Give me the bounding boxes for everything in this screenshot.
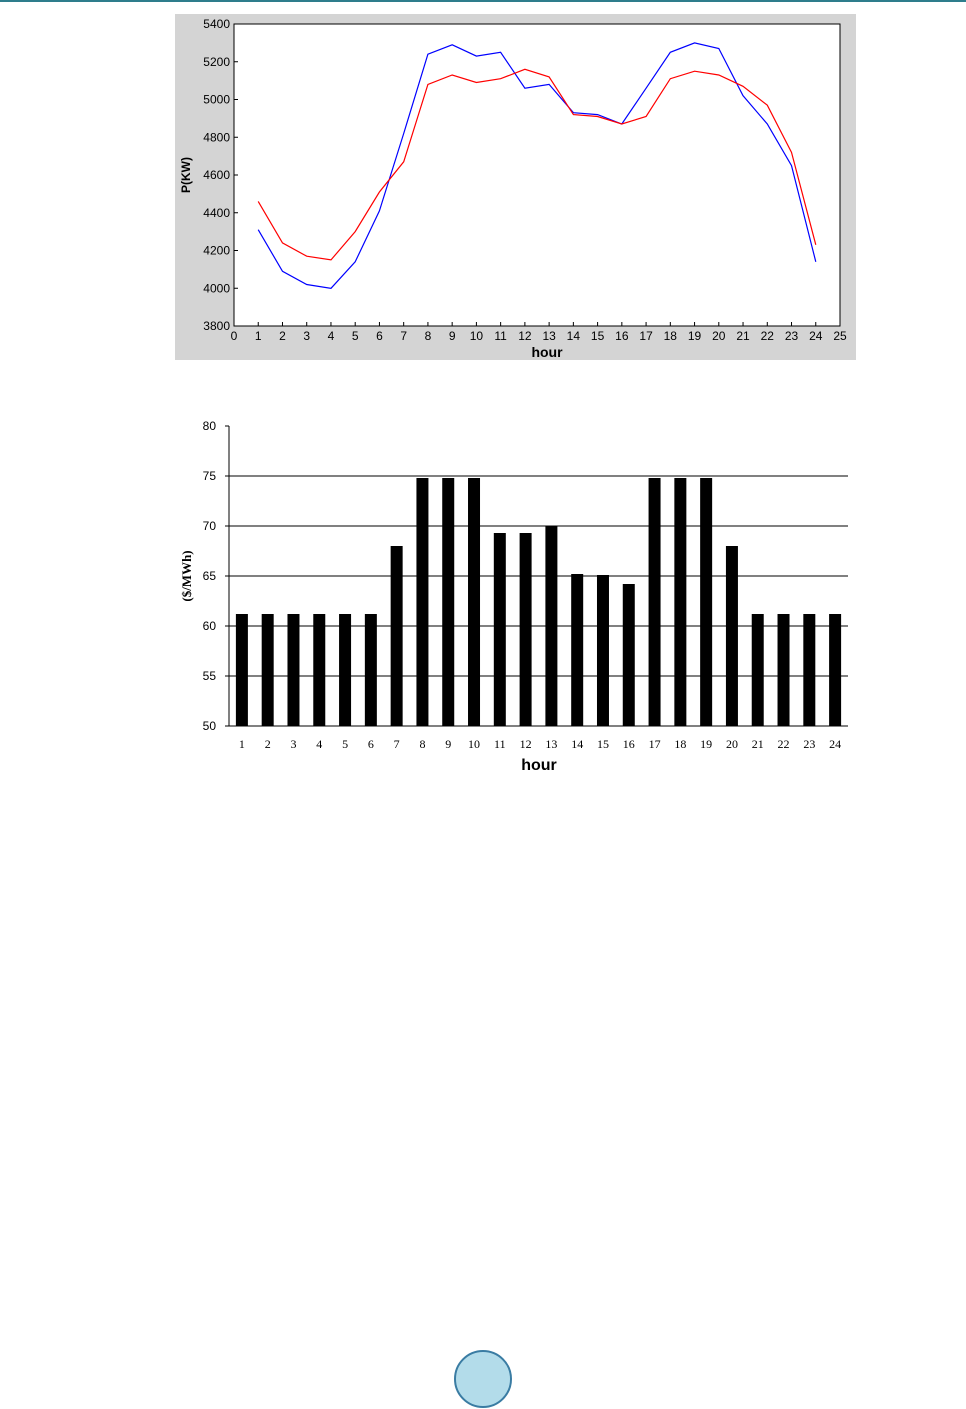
- bar: [545, 526, 557, 726]
- bar: [236, 614, 248, 726]
- x-tick-label: 20: [725, 737, 738, 751]
- y-tick-label: 80: [202, 419, 216, 433]
- price-bar-chart: [0, 410, 966, 780]
- x-tick-label: 18: [674, 737, 687, 751]
- x-tick-label: 15: [596, 737, 609, 751]
- x-tick-label: 11: [494, 329, 507, 343]
- x-tick-label: 9: [445, 737, 452, 751]
- bar: [313, 614, 325, 726]
- bar: [391, 546, 403, 726]
- bar: [829, 614, 841, 726]
- y-tick-label: 65: [202, 569, 216, 583]
- y-tick-label: 60: [202, 619, 216, 633]
- x-tick-label: 21: [751, 737, 764, 751]
- x-tick-label: 23: [784, 329, 799, 343]
- bar: [803, 614, 815, 726]
- x-tick-label: 14: [571, 737, 584, 751]
- x-tick-label: 5: [351, 329, 359, 343]
- bar: [468, 478, 480, 726]
- x-tick-label: 4: [316, 737, 323, 751]
- x-tick-label: 12: [519, 737, 532, 751]
- x-tick-label: 10: [468, 737, 481, 751]
- y-tick-label: 5200: [203, 54, 230, 69]
- x-tick-label: 5: [342, 737, 349, 751]
- x-tick-label: 21: [736, 329, 750, 343]
- y-tick-label: 70: [202, 519, 216, 533]
- y-axis-label: P(KW): [179, 157, 193, 193]
- x-tick-label: 4: [327, 329, 335, 343]
- x-tick-label: 16: [622, 737, 635, 751]
- x-tick-label: 12: [518, 329, 532, 343]
- y-tick-label: 50: [202, 719, 216, 733]
- x-tick-label: 19: [700, 737, 713, 751]
- x-tick-label: 22: [777, 737, 790, 751]
- x-tick-label: 20: [712, 329, 726, 343]
- bar: [649, 478, 661, 726]
- x-tick-label: 25: [833, 329, 847, 343]
- y-tick-label: 4600: [203, 168, 230, 182]
- page-number-badge: [454, 1350, 512, 1408]
- x-tick-label: 2: [264, 737, 271, 751]
- x-tick-label: 22: [760, 329, 774, 343]
- x-tick-label: 7: [400, 329, 408, 343]
- x-axis-label: hour: [521, 757, 557, 774]
- bar: [365, 614, 377, 726]
- x-tick-label: 14: [566, 329, 581, 343]
- bar: [442, 478, 454, 726]
- bar: [674, 478, 686, 726]
- x-tick-label: 13: [545, 737, 558, 751]
- x-tick-label: 15: [590, 329, 605, 343]
- x-tick-label: 2: [279, 329, 286, 343]
- x-tick-label: 9: [448, 329, 456, 343]
- bar: [623, 584, 635, 726]
- x-tick-label: 11: [494, 737, 506, 751]
- x-tick-label: 1: [254, 329, 262, 343]
- bar: [416, 478, 428, 726]
- x-tick-label: 18: [663, 329, 677, 343]
- bar: [494, 533, 506, 726]
- bar: [262, 614, 274, 726]
- bar: [752, 614, 764, 726]
- x-tick-label: 16: [615, 329, 629, 343]
- bar: [597, 575, 609, 726]
- x-tick-label: 6: [376, 329, 383, 343]
- bar: [287, 614, 299, 726]
- y-tick-label: 5000: [203, 92, 230, 107]
- bar: [778, 614, 790, 726]
- x-tick-label: 24: [829, 737, 842, 751]
- y-tick-label: 4000: [203, 281, 230, 296]
- y-tick-label: 4400: [203, 205, 230, 220]
- x-axis-label: hour: [531, 344, 563, 360]
- x-tick-label: 17: [648, 737, 661, 751]
- plot-area: [234, 24, 840, 326]
- x-tick-label: 1: [238, 737, 245, 751]
- y-axis-label: ($/MWh): [179, 550, 194, 602]
- x-tick-label: 3: [303, 329, 311, 343]
- x-tick-label: 19: [687, 329, 702, 343]
- y-tick-label: 5400: [203, 17, 230, 31]
- bar: [571, 574, 583, 726]
- y-tick-label: 55: [202, 669, 216, 683]
- x-tick-label: 6: [367, 737, 374, 751]
- bar: [700, 478, 712, 726]
- bar: [339, 614, 351, 726]
- y-tick-label: 4200: [203, 243, 230, 258]
- y-tick-label: 75: [202, 469, 216, 483]
- x-tick-label: 23: [803, 737, 816, 751]
- x-tick-label: 8: [419, 737, 426, 751]
- y-tick-label: 3800: [203, 319, 230, 333]
- x-tick-label: 13: [542, 329, 556, 343]
- bar: [726, 546, 738, 726]
- x-tick-label: 8: [424, 329, 432, 343]
- load-line-chart: [0, 0, 966, 370]
- x-tick-label: 3: [290, 737, 297, 751]
- x-tick-label: 0: [230, 329, 238, 343]
- x-tick-label: 10: [469, 329, 484, 343]
- bar: [520, 533, 532, 726]
- y-tick-label: 4800: [203, 130, 230, 145]
- x-tick-label: 7: [393, 737, 400, 751]
- x-tick-label: 24: [809, 329, 823, 343]
- x-tick-label: 17: [639, 329, 653, 343]
